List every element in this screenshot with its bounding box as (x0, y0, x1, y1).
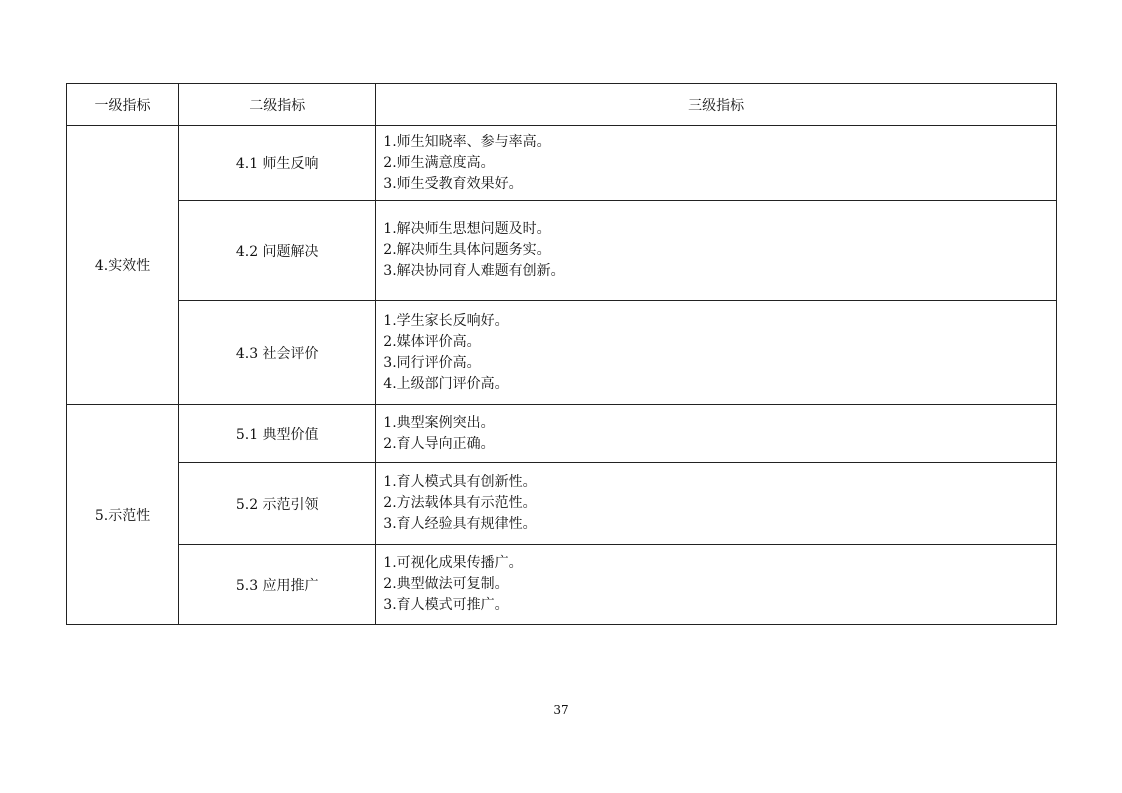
level3-cell (376, 126, 1057, 201)
level3-cell (376, 301, 1057, 405)
table-row (67, 463, 1057, 545)
header-level1: 一级指标 (67, 84, 179, 126)
level3-cell (376, 463, 1057, 545)
level3-cell (376, 405, 1057, 463)
level2-cell: 4.1 师生反响 (179, 126, 376, 201)
page-number: 37 (553, 703, 569, 717)
table-row (67, 405, 1057, 463)
level3-cell (376, 545, 1057, 625)
item-text: 2.育人导向正确。 (383, 435, 495, 452)
table-row (67, 126, 1057, 201)
level1-cell: 4.实效性 (67, 126, 179, 405)
item-text: 2.解决师生具体问题务实。 (383, 242, 551, 258)
item-text: 3.育人经验具有规律性。 (383, 516, 537, 532)
item-text: 1.学生家长反响好。 (383, 312, 509, 329)
level2-cell: 5.3 应用推广 (179, 545, 376, 625)
item-text: 2.典型做法可复制。 (383, 576, 509, 592)
level2-cell: 4.2 问题解决 (179, 201, 376, 301)
level3-cell (376, 201, 1057, 301)
item-text: 3.解决协同育人难题有创新。 (383, 263, 565, 279)
item-text: 1.典型案例突出。 (383, 414, 495, 431)
table-header-row (67, 84, 1057, 126)
item-text: 3.同行评价高。 (383, 354, 481, 371)
table-row (67, 545, 1057, 625)
item-text: 2.师生满意度高。 (383, 154, 495, 171)
level2-cell: 4.3 社会评价 (179, 301, 376, 405)
item-text: 1.可视化成果传播广。 (383, 555, 523, 571)
item-text: 4.上级部门评价高。 (383, 375, 509, 392)
table-row (67, 301, 1057, 405)
header-level3: 三级指标 (376, 84, 1057, 126)
item-text: 2.方法载体具有示范性。 (383, 495, 537, 511)
item-text: 1.师生知晓率、参与率高。 (383, 133, 551, 150)
header-level2: 二级指标 (179, 84, 376, 126)
level1-cell: 5.示范性 (67, 405, 179, 625)
item-text: 1.育人模式具有创新性。 (383, 474, 537, 490)
level2-cell: 5.1 典型价值 (179, 405, 376, 463)
level2-cell: 5.2 示范引领 (179, 463, 376, 545)
item-text: 3.育人模式可推广。 (383, 597, 509, 613)
table-row (67, 201, 1057, 301)
item-text: 1.解决师生思想问题及时。 (383, 221, 551, 237)
item-text: 3.师生受教育效果好。 (383, 175, 523, 192)
item-text: 2.媒体评价高。 (383, 333, 481, 350)
indicator-table (66, 83, 1057, 625)
